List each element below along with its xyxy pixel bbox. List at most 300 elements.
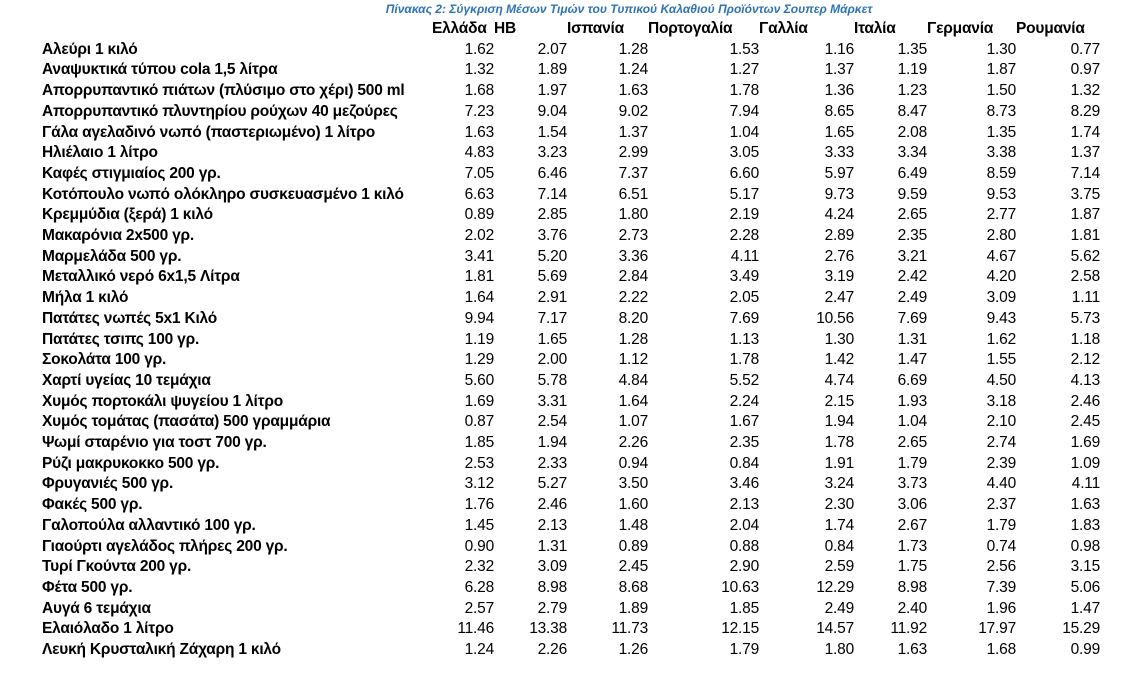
price-cell: 3.76: [537, 227, 567, 245]
price-cell: 5.17: [729, 185, 759, 203]
price-cell: 1.30: [824, 330, 854, 348]
price-cell: 1.35: [897, 40, 927, 58]
product-name: Ηλιέλαιο 1 λίτρο: [42, 144, 158, 162]
price-cell: 6.69: [897, 371, 927, 389]
price-cell: 1.47: [897, 351, 927, 369]
table-row: [42, 516, 1100, 537]
table-row: [42, 640, 1100, 661]
product-name: Τυρί Γκούντα 200 γρ.: [42, 558, 192, 576]
price-cell: 1.37: [618, 123, 648, 141]
price-cell: 6.51: [618, 185, 648, 203]
table-row: [42, 185, 1100, 206]
product-name: Κρεμμύδια (ξερά) 1 κιλό: [42, 206, 213, 224]
table-row: [42, 578, 1100, 599]
price-cell: 6.60: [729, 164, 759, 182]
price-cell: 2.90: [729, 558, 759, 576]
price-cell: 8.98: [537, 578, 567, 596]
price-cell: 12.15: [721, 620, 759, 638]
price-cell: 1.04: [729, 123, 759, 141]
price-cell: 1.29: [464, 351, 494, 369]
product-name: Φακές 500 γρ.: [42, 496, 143, 514]
price-cell: 2.91: [537, 289, 567, 307]
product-name: Λευκή Κρυσταλική Ζάχαρη 1 κιλό: [42, 641, 281, 659]
product-name: Κοτόπουλο νωπό ολόκληρο συσκευασμένο 1 κιλό: [42, 185, 404, 203]
price-cell: 2.79: [537, 599, 567, 617]
table-row: [42, 226, 1100, 247]
price-cell: 9.04: [537, 102, 567, 120]
price-cell: 5.60: [464, 371, 494, 389]
price-cell: 7.39: [986, 578, 1016, 596]
price-cell: 1.87: [986, 61, 1016, 79]
header-germany: Γερμανία: [927, 20, 994, 37]
price-cell: 1.68: [464, 82, 494, 100]
price-cell: 3.09: [986, 289, 1016, 307]
table-row: [42, 557, 1100, 578]
price-cell: 2.32: [464, 558, 494, 576]
price-cell: 1.97: [537, 82, 567, 100]
price-cell: 2.85: [537, 206, 567, 224]
price-cell: 1.09: [1070, 454, 1100, 472]
price-cell: 1.78: [729, 351, 759, 369]
price-cell: 4.67: [986, 247, 1016, 265]
price-cell: 2.73: [618, 227, 648, 245]
price-cell: 5.78: [537, 371, 567, 389]
price-cell: 1.12: [618, 351, 648, 369]
price-cell: 1.37: [824, 61, 854, 79]
product-name: Χαρτί υγείας 10 τεμάχια: [42, 371, 211, 389]
price-cell: 2.99: [618, 144, 648, 162]
product-name: Αλεύρι 1 κιλό: [42, 40, 138, 58]
price-cell: 17.97: [978, 620, 1016, 638]
price-cell: 0.98: [1070, 537, 1100, 555]
price-cell: 1.13: [729, 330, 759, 348]
price-cell: 2.02: [464, 227, 494, 245]
price-cell: 9.94: [464, 309, 494, 327]
price-cell: 8.47: [897, 102, 927, 120]
price-cell: 1.62: [464, 40, 494, 58]
price-cell: 1.04: [897, 413, 927, 431]
price-cell: 1.65: [824, 123, 854, 141]
header-spain: Ισπανία: [567, 20, 624, 37]
product-name: Καφές στιγμιαίος 200 γρ.: [42, 164, 221, 182]
price-cell: 2.65: [897, 434, 927, 452]
price-cell: 3.18: [986, 392, 1016, 410]
price-cell: 1.19: [464, 330, 494, 348]
price-cell: 0.87: [464, 413, 494, 431]
price-cell: 2.28: [729, 227, 759, 245]
price-cell: 2.05: [729, 289, 759, 307]
table-row: [42, 81, 1100, 102]
price-cell: 5.69: [537, 268, 567, 286]
header-product: [42, 19, 432, 40]
header-portugal: Πορτογαλία: [648, 20, 733, 37]
price-cell: 2.40: [897, 599, 927, 617]
price-cell: 7.69: [729, 309, 759, 327]
price-cell: 8.65: [824, 102, 854, 120]
price-cell: 2.56: [986, 558, 1016, 576]
price-cell: 0.77: [1070, 40, 1100, 58]
price-cell: 2.08: [897, 123, 927, 141]
table-body: [42, 40, 1100, 661]
price-cell: 10.63: [721, 578, 759, 596]
product-name: Σοκολάτα 100 γρ.: [42, 351, 167, 369]
table-row: [42, 60, 1100, 81]
table-row: [42, 40, 1100, 61]
price-cell: 1.85: [729, 599, 759, 617]
price-cell: 3.36: [618, 247, 648, 265]
price-cell: 5.20: [537, 247, 567, 265]
price-cell: 1.81: [1070, 227, 1100, 245]
price-cell: 1.24: [464, 641, 494, 659]
table-row: [42, 330, 1100, 351]
product-name: Χυμός πορτοκάλι ψυγείου 1 λίτρο: [42, 392, 283, 410]
price-cell: 1.87: [1070, 206, 1100, 224]
price-cell: 2.04: [729, 516, 759, 534]
product-name: Μαρμελάδα 500 γρ.: [42, 247, 182, 265]
price-cell: 2.46: [1070, 392, 1100, 410]
price-cell: 2.77: [986, 206, 1016, 224]
price-cell: 3.06: [897, 496, 927, 514]
price-cell: 4.40: [986, 475, 1016, 493]
price-cell: 1.37: [1070, 144, 1100, 162]
table-row: [42, 537, 1100, 558]
price-cell: 1.36: [824, 82, 854, 100]
price-cell: 1.69: [1070, 434, 1100, 452]
price-cell: 2.15: [824, 392, 854, 410]
price-cell: 6.28: [464, 578, 494, 596]
price-cell: 1.50: [986, 82, 1016, 100]
price-cell: 3.38: [986, 144, 1016, 162]
price-comparison-table: [42, 19, 1100, 661]
price-cell: 1.67: [729, 413, 759, 431]
price-cell: 0.88: [729, 537, 759, 555]
table-row: [42, 350, 1100, 371]
price-cell: 2.59: [824, 558, 854, 576]
price-cell: 1.80: [618, 206, 648, 224]
price-cell: 2.07: [537, 40, 567, 58]
price-cell: 4.20: [986, 268, 1016, 286]
price-cell: 1.73: [897, 537, 927, 555]
table-row: [42, 392, 1100, 413]
price-cell: 2.26: [618, 434, 648, 452]
price-cell: 6.46: [537, 164, 567, 182]
price-cell: 1.31: [537, 537, 567, 555]
header-greece: Ελλάδα: [432, 20, 487, 37]
price-cell: 1.79: [897, 454, 927, 472]
price-cell: 3.50: [618, 475, 648, 493]
price-cell: 1.24: [618, 61, 648, 79]
price-cell: 5.06: [1070, 578, 1100, 596]
price-cell: 0.99: [1070, 641, 1100, 659]
price-cell: 3.15: [1070, 558, 1100, 576]
price-cell: 0.90: [464, 537, 494, 555]
price-cell: 2.74: [986, 434, 1016, 452]
header-row: [42, 19, 1100, 40]
price-cell: 1.32: [1070, 82, 1100, 100]
price-cell: 0.84: [824, 537, 854, 555]
price-cell: 1.11: [1071, 289, 1100, 307]
price-cell: 0.89: [464, 206, 494, 224]
price-cell: 2.47: [824, 289, 854, 307]
price-cell: 11.46: [457, 620, 494, 638]
product-name: Μακαρόνια 2x500 γρ.: [42, 227, 195, 245]
price-cell: 7.05: [464, 164, 494, 182]
price-cell: 1.42: [824, 351, 854, 369]
price-cell: 1.94: [537, 434, 567, 452]
price-cell: 1.32: [464, 61, 494, 79]
price-cell: 2.35: [729, 434, 759, 452]
price-cell: 1.62: [986, 330, 1016, 348]
price-cell: 2.00: [537, 351, 567, 369]
price-cell: 1.63: [618, 82, 648, 100]
table-row: [42, 247, 1100, 268]
price-cell: 8.73: [986, 102, 1016, 120]
price-cell: 4.24: [824, 206, 854, 224]
price-cell: 12.29: [816, 578, 854, 596]
product-name: Φρυγανιές 500 γρ.: [42, 475, 174, 493]
product-name: Χυμός τομάτας (πασάτα) 500 γραμμάρια: [42, 413, 331, 431]
price-cell: 1.64: [618, 392, 648, 410]
price-cell: 1.26: [618, 641, 648, 659]
product-name: Ελαιόλαδο 1 λίτρο: [42, 620, 174, 638]
price-cell: 1.91: [824, 454, 854, 472]
price-cell: 2.22: [618, 289, 648, 307]
price-cell: 1.80: [824, 641, 854, 659]
price-cell: 1.47: [1070, 599, 1100, 617]
table-row: [42, 454, 1100, 475]
price-cell: 7.17: [537, 309, 567, 327]
price-cell: 3.49: [729, 268, 759, 286]
price-cell: 1.55: [986, 351, 1016, 369]
price-cell: 14.57: [816, 620, 854, 638]
product-name: Αναψυκτικά τύπου cola 1,5 λίτρα: [42, 61, 278, 79]
price-cell: 15.29: [1062, 620, 1100, 638]
price-cell: 2.45: [618, 558, 648, 576]
price-cell: 1.28: [618, 330, 648, 348]
price-cell: 1.65: [537, 330, 567, 348]
price-cell: 1.60: [618, 496, 648, 514]
table-row: [42, 143, 1100, 164]
price-cell: 1.79: [729, 641, 759, 659]
price-cell: 5.27: [537, 475, 567, 493]
price-cell: 3.24: [824, 475, 854, 493]
product-name: Πατάτες νωπές 5x1 Κιλό: [42, 309, 218, 327]
table-row: [42, 205, 1100, 226]
price-cell: 7.23: [464, 102, 494, 120]
price-cell: 1.48: [618, 516, 648, 534]
price-cell: 0.94: [618, 454, 648, 472]
price-cell: 2.37: [986, 496, 1016, 514]
price-cell: 1.54: [537, 123, 567, 141]
price-cell: 2.10: [986, 413, 1016, 431]
price-cell: 8.20: [618, 309, 648, 327]
table-title: Πίνακας 2: Σύγκριση Μέσων Τιμών του Τυπικού Καλαθιού Προϊόντων Σουπερ Μάρκετ: [385, 2, 873, 16]
product-name: Αυγά 6 τεμάχια: [42, 599, 151, 617]
price-cell: 7.37: [618, 164, 648, 182]
price-cell: 1.16: [824, 40, 854, 58]
table-row: [42, 164, 1100, 185]
product-name: Γαλοπούλα αλλαντικό 100 γρ.: [42, 516, 256, 534]
price-cell: 8.98: [897, 578, 927, 596]
price-cell: 1.75: [897, 558, 927, 576]
price-cell: 1.19: [897, 61, 927, 79]
price-cell: 2.57: [464, 599, 494, 617]
price-cell: 1.89: [618, 599, 648, 617]
price-cell: 1.63: [464, 123, 494, 141]
table-row: [42, 123, 1100, 144]
price-cell: 2.30: [824, 496, 854, 514]
price-cell: 3.23: [537, 144, 567, 162]
price-cell: 0.89: [618, 537, 648, 555]
price-cell: 1.23: [897, 82, 927, 100]
price-cell: 3.09: [537, 558, 567, 576]
table-row: [42, 102, 1100, 123]
price-cell: 1.85: [464, 434, 494, 452]
price-cell: 3.31: [537, 392, 567, 410]
price-cell: 3.73: [897, 475, 927, 493]
price-cell: 2.19: [729, 206, 759, 224]
price-cell: 2.45: [1070, 413, 1100, 431]
price-cell: 1.68: [986, 641, 1016, 659]
price-cell: 3.12: [464, 475, 494, 493]
price-cell: 13.38: [529, 620, 567, 638]
price-cell: 1.45: [464, 516, 494, 534]
price-cell: 1.78: [824, 434, 854, 452]
price-cell: 11.73: [611, 620, 648, 638]
price-cell: 2.54: [537, 413, 567, 431]
price-cell: 5.73: [1070, 309, 1100, 327]
table-row: [42, 267, 1100, 288]
header-italy: Ιταλία: [854, 20, 896, 37]
price-cell: 3.75: [1070, 185, 1100, 203]
price-cell: 2.53: [464, 454, 494, 472]
price-cell: 2.89: [824, 227, 854, 245]
price-cell: 2.12: [1070, 351, 1100, 369]
header-uk: ΗΒ: [494, 20, 516, 37]
table-row: [42, 288, 1100, 309]
price-cell: 2.58: [1070, 268, 1100, 286]
price-cell: 1.30: [986, 40, 1016, 58]
price-cell: 2.65: [897, 206, 927, 224]
price-cell: 1.53: [729, 40, 759, 58]
price-cell: 10.56: [816, 309, 854, 327]
price-cell: 1.76: [464, 496, 494, 514]
price-cell: 3.19: [824, 268, 854, 286]
price-cell: 6.63: [464, 185, 494, 203]
price-cell: 1.27: [729, 61, 759, 79]
price-cell: 2.49: [897, 289, 927, 307]
price-cell: 2.35: [897, 227, 927, 245]
price-cell: 2.49: [824, 599, 854, 617]
price-cell: 1.64: [464, 289, 494, 307]
product-name: Μεταλλικό νερό 6x1,5 Λίτρα: [42, 268, 240, 286]
price-cell: 7.14: [1070, 164, 1100, 182]
table-row: [42, 495, 1100, 516]
price-cell: 2.26: [537, 641, 567, 659]
price-cell: 1.96: [986, 599, 1016, 617]
price-cell: 9.53: [986, 185, 1016, 203]
price-cell: 7.69: [897, 309, 927, 327]
price-cell: 1.83: [1070, 516, 1100, 534]
price-cell: 3.05: [729, 144, 759, 162]
price-cell: 4.11: [730, 247, 759, 265]
price-cell: 4.50: [986, 371, 1016, 389]
price-cell: 2.76: [824, 247, 854, 265]
price-cell: 2.42: [897, 268, 927, 286]
price-cell: 2.33: [537, 454, 567, 472]
price-cell: 8.59: [986, 164, 1016, 182]
product-name: Πατάτες τσιπς 100 γρ.: [42, 330, 200, 348]
table-row: [42, 412, 1100, 433]
price-cell: 1.93: [897, 392, 927, 410]
price-cell: 1.35: [986, 123, 1016, 141]
price-cell: 1.31: [897, 330, 927, 348]
price-cell: 2.24: [729, 392, 759, 410]
price-cell: 2.46: [537, 496, 567, 514]
table-row: [42, 371, 1100, 392]
header-romania: Ρουμανία: [1016, 20, 1085, 37]
price-cell: 9.59: [897, 185, 927, 203]
price-cell: 2.39: [986, 454, 1016, 472]
product-name: Γάλα αγελαδινό νωπό (παστεριωμένο) 1 λίτρο: [42, 123, 376, 141]
price-cell: 3.46: [729, 475, 759, 493]
product-name: Απορρυπαντικό πλυντηρίου ρούχων 40 μεζούρες: [42, 102, 398, 120]
price-cell: 11.92: [890, 620, 927, 638]
price-cell: 2.84: [618, 268, 648, 286]
price-cell: 2.13: [729, 496, 759, 514]
price-cell: 3.21: [897, 247, 927, 265]
price-cell: 7.94: [729, 102, 759, 120]
price-cell: 1.18: [1070, 330, 1100, 348]
table-row: [42, 599, 1100, 620]
price-cell: 6.49: [897, 164, 927, 182]
product-name: Μήλα 1 κιλό: [42, 289, 129, 307]
price-cell: 3.34: [897, 144, 927, 162]
product-name: Γιαούρτι αγελάδος πλήρες 200 γρ.: [42, 537, 288, 555]
price-cell: 1.94: [824, 413, 854, 431]
price-cell: 2.67: [897, 516, 927, 534]
price-cell: 1.79: [986, 516, 1016, 534]
price-cell: 1.07: [618, 413, 648, 431]
price-cell: 1.69: [464, 392, 494, 410]
price-cell: 3.41: [464, 247, 494, 265]
price-cell: 1.63: [897, 641, 927, 659]
price-cell: 1.63: [1070, 496, 1100, 514]
table-row: [42, 309, 1100, 330]
price-cell: 0.97: [1070, 61, 1100, 79]
price-cell: 2.80: [986, 227, 1016, 245]
product-name: Ρύζι μακρυκοκκο 500 γρ.: [42, 454, 220, 472]
price-cell: 1.78: [729, 82, 759, 100]
price-cell: 5.97: [824, 164, 854, 182]
price-cell: 0.74: [986, 537, 1016, 555]
price-cell: 9.73: [824, 185, 854, 203]
price-cell: 9.43: [986, 309, 1016, 327]
price-cell: 1.74: [824, 516, 854, 534]
price-cell: 1.89: [537, 61, 567, 79]
price-cell: 2.13: [537, 516, 567, 534]
price-cell: 4.83: [464, 144, 494, 162]
price-cell: 1.28: [618, 40, 648, 58]
product-name: Φέτα 500 γρ.: [42, 578, 133, 596]
table-row: [42, 433, 1100, 454]
table-row: [42, 619, 1100, 640]
price-cell: 4.13: [1070, 371, 1100, 389]
header-france: Γαλλία: [759, 20, 808, 37]
price-cell: 4.11: [1071, 475, 1100, 493]
price-cell: 1.74: [1070, 123, 1100, 141]
price-cell: 3.33: [824, 144, 854, 162]
